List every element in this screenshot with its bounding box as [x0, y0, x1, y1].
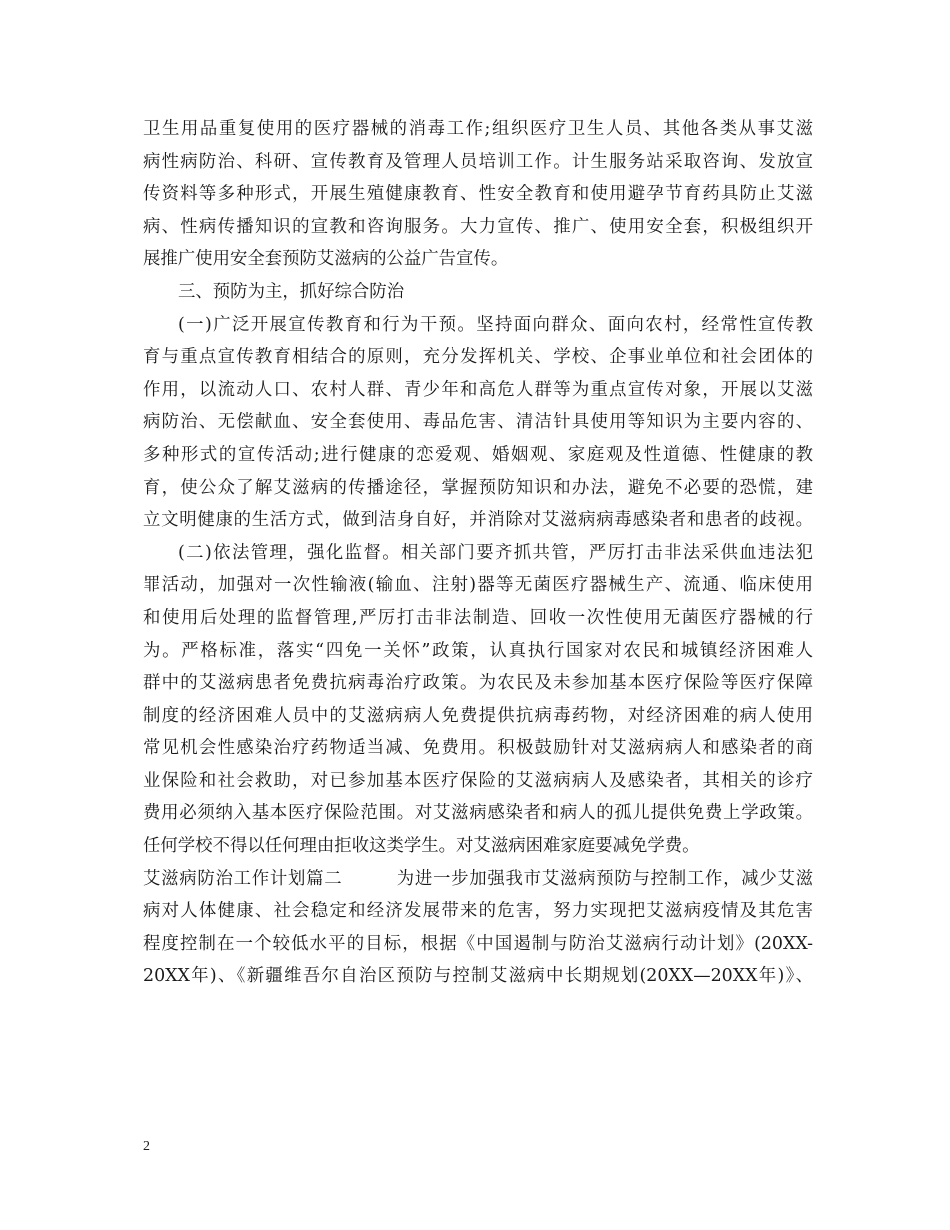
text-line-3: 传资料等多种形式，开展生殖健康教育、性安全教育和使用避孕节育药具防止艾滋 [143, 184, 813, 205]
text-line-20: 常见机会性感染治疗药物适当减、免费用。积极鼓励针对艾滋病病人和感染者的商 [143, 738, 813, 759]
text-line-7: (一)广泛开展宣传教育和行为干预。坚持面向群众、面向农村，经常性宣传教 [178, 314, 813, 335]
text-line-10: 病防治、无偿献血、安全套使用、毒品危害、清洁针具使用等知识为主要内容的、 [143, 412, 813, 433]
text-line-5: 展推广使用安全套预防艾滋病的公益广告宣传。 [143, 249, 509, 270]
text-line-25: 病对人体健康、社会稳定和经济发展带来的危害，努力实现把艾滋病疫情及其危害 [143, 901, 813, 922]
document-body [143, 113, 813, 993]
text-line-13: 立文明健康的生活方式，做到洁身自好，并消除对艾滋病病毒感染者和患者的歧视。 [143, 510, 813, 531]
text-line-12: 育，使公众了解艾滋病的传播途径，掌握预防知识和办法，避免不必要的恐慌，建 [143, 477, 813, 498]
text-line-16: 和使用后处理的监督管理,严厉打击非法制造、回收一次性使用无菌医疗器械的行 [143, 607, 813, 628]
section-heading: 三、预防为主，抓好综合防治 [178, 281, 405, 302]
text-line-23: 任何学校不得以任何理由拒收这类学生。对艾滋病困难家庭要减免学费。 [143, 836, 700, 857]
text-line-1: 卫生用品重复使用的医疗器械的消毒工作;组织医疗卫生人员、其他各类从事艾滋 [143, 119, 813, 139]
text-line-27: 20XX年)、《新疆维吾尔自治区预防与控制艾滋病中长期规划(20XX—20XX年)》、 [143, 966, 813, 987]
text-line-8: 育与重点宣传教育相结合的原则，充分发挥机关、学校、企事业单位和社会团体的 [143, 347, 813, 368]
text-line-4: 病、性病传播知识的宣教和咨询服务。大力宣传、推广、使用安全套，积极组织开 [143, 216, 813, 237]
text-line-19: 制度的经济困难人员中的艾滋病病人免费提供抗病毒药物，对经济困难的病人使用 [143, 705, 813, 726]
text-line-2: 病性病防治、科研、宣传教育及管理人员培训工作。计生服务站采取咨询、发放宣 [143, 151, 813, 172]
text-line-22: 费用必须纳入基本医疗保险范围。对艾滋病感染者和病人的孤儿提供免费上学政策。 [143, 803, 813, 824]
text-line-24: 艾滋病防治工作计划篇二 为进一步加强我市艾滋病预防与控制工作，减少艾滋 [143, 868, 813, 889]
text-line-14: (二)依法管理，强化监督。相关部门要齐抓共管，严厉打击非法采供血违法犯 [178, 542, 813, 563]
text-line-9: 作用，以流动人口、农村人群、青少年和高危人群等为重点宣传对象，开展以艾滋 [143, 379, 813, 400]
text-line-26: 程度控制在一个较低水平的目标，根据《中国遏制与防治艾滋病行动计划》(20XX- [143, 933, 813, 954]
text-line-11: 多种形式的宣传活动;进行健康的恋爱观、婚姻观、家庭观及性道德、性健康的教 [143, 444, 813, 465]
text-line-18: 群中的艾滋病患者免费抗病毒治疗政策。为农民及未参加基本医疗保险等医疗保障 [143, 673, 813, 694]
text-line-17: 为。严格标准，落实“四免一关怀”政策，认真执行国家对农民和城镇经济困难人 [143, 640, 813, 661]
text-line-21: 业保险和社会救助，对已参加基本医疗保险的艾滋病病人及感染者，其相关的诊疗 [143, 770, 813, 791]
text-line-15: 罪活动，加强对一次性输液(输血、注射)器等无菌医疗器械生产、流通、临床使用 [143, 575, 813, 596]
page-number: 2 [143, 1139, 150, 1154]
